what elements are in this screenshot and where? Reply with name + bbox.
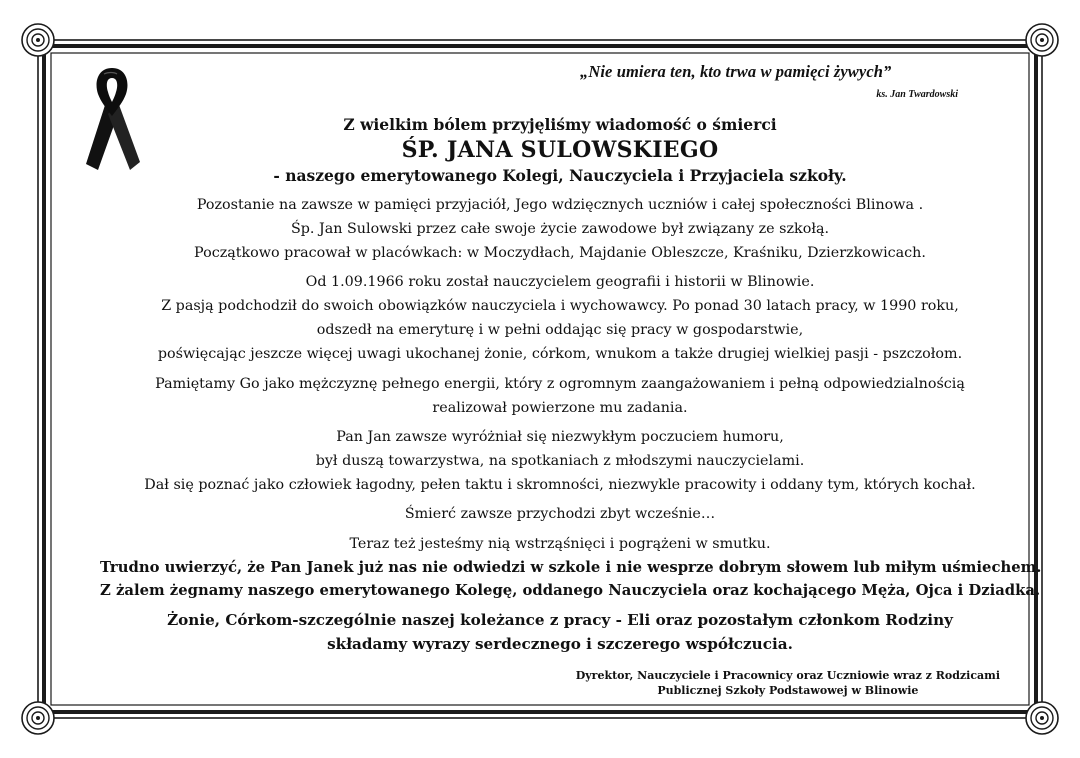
deceased-name: ŚP. JANA SULOWSKIEGO [401, 137, 719, 163]
bold-line: Z żalem żegnamy naszego emerytowanego Kolegę, oddanego Nauczyciela oraz kochającego Męża, Ojca i Dziadka. [100, 582, 1041, 599]
signature-line: Dyrektor, Nauczyciele i Pracownicy oraz Uczniowie wraz z Rodzicami [575, 669, 1000, 682]
signature-block [576, 668, 1000, 698]
corner-rosette-icon-bottom-left [22, 702, 54, 734]
text-line: Z pasją podchodził do swoich obowiązków nauczyciela i wychowawcy. Po ponad 30 latach pracy, w 1990 roku, [161, 298, 959, 314]
corner-rosette-icon-top-left [22, 24, 54, 56]
paragraph [100, 270, 1020, 366]
text-line: Śmierć zawsze przychodzi zbyt wcześnie… [404, 506, 716, 522]
text-line: poświęcając jeszcze więcej uwagi ukochanej żonie, córkom, wnukom a także drugiej wielkiej pasji - pszczołom. [157, 346, 963, 362]
text-line: Teraz też jesteśmy nią wstrząśnięci i pogrążeni w smutku. [349, 536, 771, 552]
text-line: odszedł na emeryturę i w pełni oddając się pracy w gospodarstwie, [316, 322, 804, 338]
corner-rosette-icon-top-right [1026, 24, 1058, 56]
announcement-heading: Z wielkim bólem przyjęliśmy wiadomość o śmierci [343, 115, 777, 134]
corner-rosette-icon-bottom-right [1026, 702, 1058, 734]
paragraph [100, 425, 1020, 497]
text-line: Od 1.09.1966 roku został nauczycielem geografii i historii w Blinowie. [305, 274, 815, 290]
announcement-subtitle: - naszego emerytowanego Kolegi, Nauczyciela i Przyjaciela szkoły. [273, 166, 847, 185]
text-line: Pan Jan zawsze wyróżniał się niezwykłym poczuciem humoru, [336, 429, 784, 445]
memorial-quote: „Nie umiera ten, kto trwa w pamięci żywych” [580, 62, 892, 81]
quote-author: ks. Jan Twardowski [876, 89, 958, 100]
bold-line: Trudno uwierzyć, że Pan Janek już nas nie odwiedzi w szkole i nie wesprze dobrym słowem lub miłym uśmiechem. [100, 559, 1042, 576]
paragraph [100, 193, 1020, 265]
text-line: Początkowo pracował w placówkach: w Moczydłach, Majdanie Obleszcze, Kraśniku, Dzierzkowicach. [194, 245, 926, 261]
text-line: Pamiętamy Go jako mężczyznę pełnego energii, który z ogromnym zaangażowaniem i pełną odpowiedzialnością [155, 376, 965, 392]
text-line: Śp. Jan Sulowski przez całe swoje życie zawodowe był związany ze szkołą. [290, 221, 830, 237]
signature-line: Publicznej Szkoły Podstawowej w Blinowie [657, 684, 919, 697]
text-line: Dał się poznać jako człowiek łagodny, pełen taktu i skromności, niezwykle pracowity i oddany tym, których kochał. [144, 477, 976, 493]
obituary-body [100, 115, 1042, 656]
text-line: realizował powierzone mu zadania. [432, 400, 688, 416]
condolence-line: Żonie, Córkom-szczególnie naszej koleżance z pracy - Eli oraz pozostałym członkom Rodziny [167, 611, 953, 629]
paragraph [100, 372, 1020, 420]
condolence-line: składamy wyrazy serdecznego i szczerego współczucia. [327, 635, 793, 653]
text-line: był duszą towarzystwa, na spotkaniach z młodszymi nauczycielami. [315, 453, 805, 469]
text-line: Pozostanie na zawsze w pamięci przyjaciół, Jego wdzięcznych uczniów i całej społeczności Blinowa . [196, 197, 924, 213]
